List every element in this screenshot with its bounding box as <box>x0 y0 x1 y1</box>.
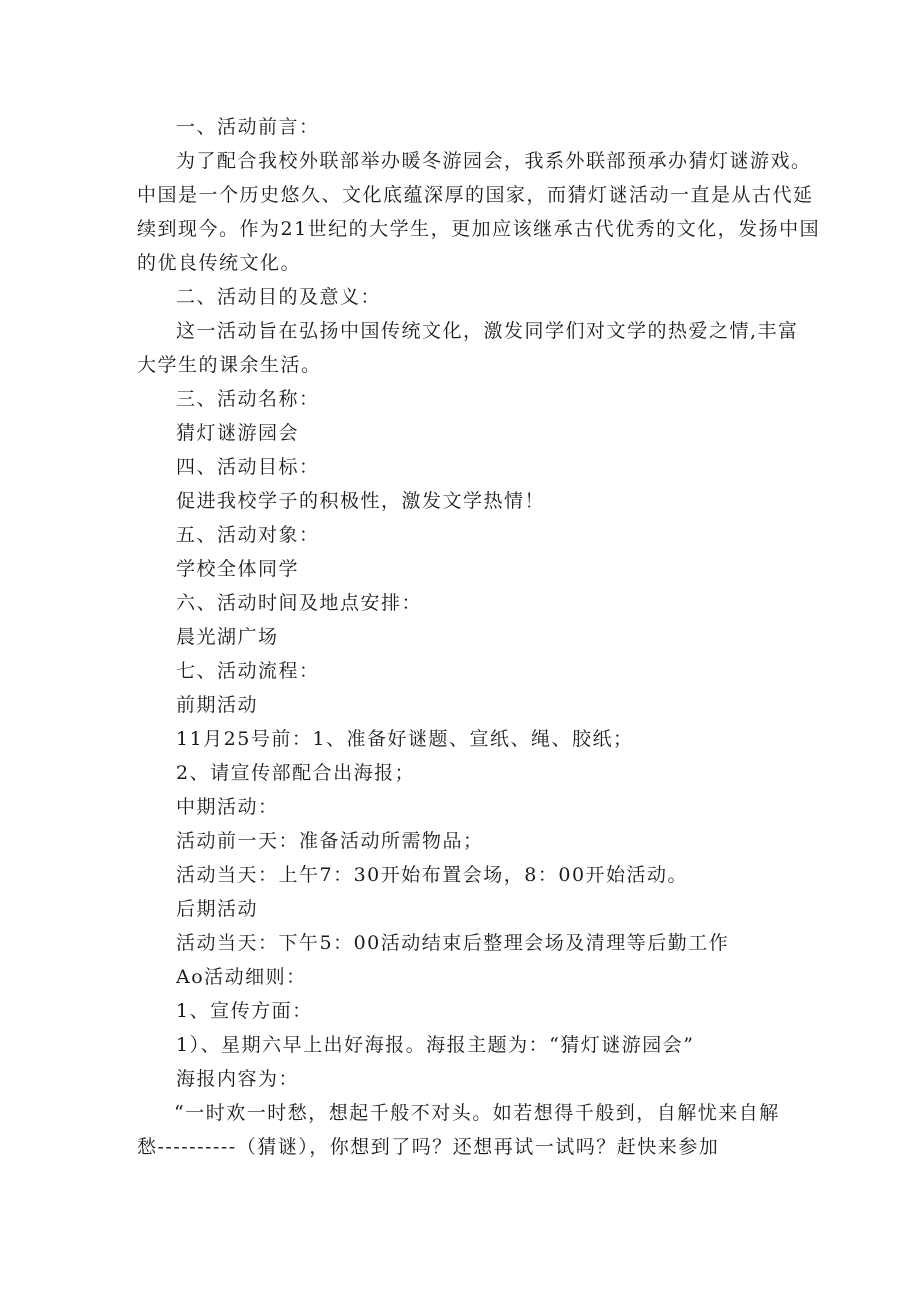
paragraph-line: “一时欢一时愁，想起千般不对头。如若想得千般到，自解忧来自解 <box>174 1102 780 1124</box>
document-body <box>137 110 821 1164</box>
paragraph-line: 学校全体同学 <box>176 558 300 580</box>
paragraph-line: 愁----------（猜谜），你想到了吗？还想再试一试吗？赶快来参加 <box>137 1136 720 1158</box>
paragraph-line: 中国是一个历史悠久、文化底蕴深厚的国家，而猜灯谜活动一直是从古代延 <box>137 184 814 206</box>
paragraph-line: 1）、星期六早上出好海报。海报主题为：“猜灯谜游园会” <box>176 1034 695 1056</box>
paragraph-line: 的优良传统文化。 <box>137 252 302 274</box>
paragraph-line: 活动当天：下午5：00活动结束后整理会场及清理等后勤工作 <box>176 932 730 954</box>
paragraph-line: 中期活动： <box>176 796 279 818</box>
section-heading-goal: 四、活动目标： <box>176 456 320 478</box>
section-heading-audience: 五、活动对象： <box>176 524 320 546</box>
paragraph-line: 海报内容为： <box>176 1068 300 1090</box>
paragraph-line: 续到现今。作为21世纪的大学生，更加应该继承古代优秀的文化，发扬中国 <box>137 218 821 240</box>
paragraph-line: 猜灯谜游园会 <box>176 422 300 444</box>
paragraph-line: 为了配合我校外联部举办暖冬游园会，我系外联部预承办猜灯谜游戏。 <box>176 150 812 172</box>
section-heading-preface: 一、活动前言： <box>176 116 320 138</box>
paragraph-line: 活动当天：上午7：30开始布置会场，8：00开始活动。 <box>176 864 689 886</box>
paragraph-line: 后期活动 <box>176 898 259 920</box>
paragraph-line: 大学生的课余生活。 <box>137 354 322 376</box>
section-heading-purpose: 二、活动目的及意义： <box>176 286 382 308</box>
paragraph-line: 1、宣传方面： <box>176 1000 313 1022</box>
paragraph-line: 促进我校学子的积极性，激发文学热情！ <box>176 490 546 512</box>
section-heading-name: 三、活动名称： <box>176 388 320 410</box>
section-heading-time-place: 六、活动时间及地点安排： <box>176 592 423 614</box>
paragraph-line: 活动前一天：准备活动所需物品； <box>176 830 484 852</box>
paragraph-line: 这一活动旨在弘扬中国传统文化，激发同学们对文学的热爱之情,丰富 <box>176 320 799 342</box>
paragraph-line: 前期活动 <box>176 694 259 716</box>
paragraph-line: 晨光湖广场 <box>176 626 279 648</box>
paragraph-line: 11月25号前：1、准备好谜题、宣纸、绳、胶纸； <box>176 728 634 750</box>
section-heading-process: 七、活动流程： <box>176 660 320 682</box>
paragraph-line: 2、请宣传部配合出海报； <box>176 762 416 784</box>
section-heading-details: Ao活动细则： <box>176 966 307 988</box>
